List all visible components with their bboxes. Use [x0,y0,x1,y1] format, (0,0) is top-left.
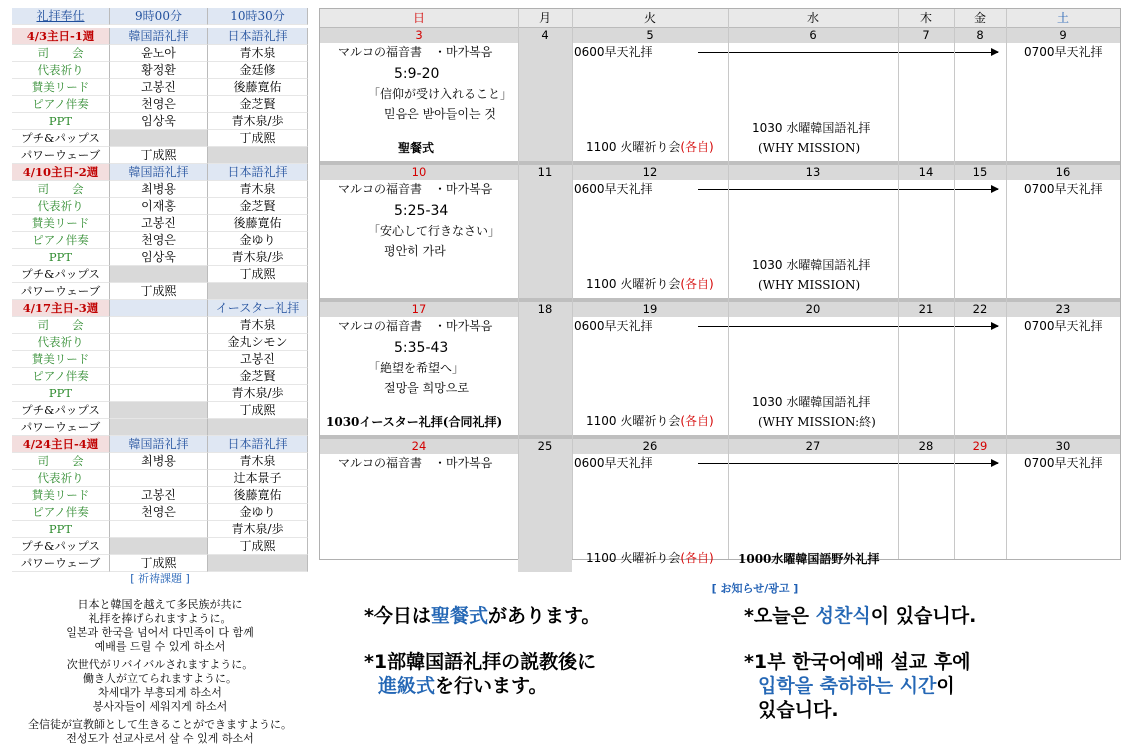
role-label: 代表祈り [12,334,110,351]
korean-service-member: 최병용 [110,181,208,198]
tuesday-prayer-label: 1100 火曜祈り会 [586,277,681,291]
role-label: 司 会 [12,453,110,470]
schedule-week-header [12,436,308,453]
date-number: 17 [411,302,427,316]
japanese-service-member: 青木泉 [208,45,308,62]
korean-service-member [110,402,208,419]
japanese-service-member: 金芝賢 [208,96,308,113]
schedule-row [12,334,308,351]
role-label: 代表祈り [12,198,110,215]
japanese-service-member: 青木泉/歩 [208,249,308,266]
schedule-row [12,79,308,96]
early-prayer-arrow [698,52,998,53]
schedule-row [12,62,308,79]
schedule-row [12,368,308,385]
monday-cell [518,454,572,572]
column-divider [728,9,729,559]
role-label: 賛美リード [12,79,110,96]
week-col2: イースター礼拝 [208,300,308,317]
date-number: 27 [805,439,821,453]
schedule-row [12,419,308,436]
tuesday-prayer-meeting [586,277,714,292]
korean-service-member [110,419,208,436]
tuesday-prayer-label: 1100 火曜祈り会 [586,414,681,428]
japanese-service-member [208,147,308,164]
role-label: プチ&パップス [12,266,110,283]
prayer-line: 차세대가 부흥되게 하소서 [98,686,222,699]
early-morning-prayer: 0600早天礼拝 [574,319,653,333]
prayer-line: 예배를 드릴 수 있게 하소서 [94,640,226,653]
korean-service-member [110,334,208,351]
schedule-row [12,96,308,113]
tuesday-prayer-label: 1100 火曜祈り会 [586,140,681,154]
japanese-service-member [208,555,308,572]
role-label: 司 会 [12,45,110,62]
korean-service-member: 고봉진 [110,215,208,232]
japanese-service-member: 金廷修 [208,62,308,79]
tuesday-prayer-note: (各自) [680,277,714,291]
role-label: ピアノ伴奏 [12,368,110,385]
wednesday-service-note: (WHY MISSION) [758,278,861,292]
weekday-header: 木 [898,9,954,28]
role-label: パワーウェーブ [12,555,110,572]
weekday-header: 火 [572,9,728,28]
korean-service-member: 천영은 [110,96,208,113]
sermon-title-jp: 「絶望を希望へ」 [368,361,465,375]
korean-service-member: 임상욱 [110,113,208,130]
wednesday-service-note: (WHY MISSION) [758,141,861,155]
schedule-row [12,521,308,538]
date-number: 14 [918,165,934,179]
date-number: 22 [972,302,988,316]
korean-service-member: 윤노아 [110,45,208,62]
week-col2: 日本語礼拝 [208,436,308,453]
japanese-service-member: 金ゆり [208,232,308,249]
schedule-row [12,351,308,368]
early-morning-prayer: 0600早天礼拝 [574,45,653,59]
schedule-row [12,215,308,232]
korean-service-member [110,130,208,147]
japanese-service-member: 丁成熙 [208,538,308,555]
week-label: 4/17主日-3週 [12,300,110,317]
schedule-row [12,249,308,266]
korean-service-member: 고봉진 [110,79,208,96]
role-label: パワーウェーブ [12,283,110,300]
korean-service-member [110,351,208,368]
date-number: 10 [411,165,427,179]
schedule-header-cell: 礼拝奉仕 [12,8,110,25]
korean-service-member: 고봉진 [110,487,208,504]
date-number: 15 [972,165,988,179]
korean-service-member [110,521,208,538]
role-label: 賛美リード [12,215,110,232]
sunday-special-event: 聖餐式 [398,141,435,155]
week-col1 [110,300,208,317]
prayer-line: 봉사자들이 세워지게 하소서 [92,700,228,713]
date-number: 28 [918,439,934,453]
saturday-morning-prayer: 0700早天礼拝 [1024,319,1103,333]
notice-jp-1: *今日は聖餐式があります。 [364,605,601,627]
weekday-header: 金 [954,9,1006,28]
role-label: 代表祈り [12,470,110,487]
japanese-service-member: 金丸シモン [208,334,308,351]
japanese-service-member: 金ゆり [208,504,308,521]
korean-service-member: 丁成熙 [110,555,208,572]
role-label: 賛美リード [12,351,110,368]
tuesday-prayer-note: (各自) [680,551,714,565]
date-number: 12 [642,165,658,179]
monday-cell [518,317,572,435]
week-col2: 日本語礼拝 [208,164,308,181]
schedule-row [12,385,308,402]
wednesday-service: 1030 水曜韓国語礼拝 [752,121,871,135]
column-divider [1006,9,1007,559]
tuesday-prayer-meeting [586,551,714,566]
sermon-title: マルコの福音書 ・마가복음 [338,182,493,196]
wednesday-service: 1030 水曜韓国語礼拝 [752,395,871,409]
prayer-line: 働き人が立てられますように。 [83,672,237,685]
date-number: 30 [1055,439,1071,453]
japanese-service-member: 金芝賢 [208,368,308,385]
schedule-row [12,283,308,300]
prayer-line: 次世代がリバイバルされますように。 [66,658,254,671]
japanese-service-member: 青木泉 [208,181,308,198]
sunday-special-event: 1030イースター礼拝(合同礼拝) [326,415,503,429]
notice-kr-2: *1부 한국어예배 설교 후에 입학을 축하하는 시간이 있습니다. [744,651,971,721]
korean-service-member: 천영은 [110,232,208,249]
column-divider [898,9,899,559]
role-label: プチ&パップス [12,538,110,555]
japanese-service-member: 丁成熙 [208,130,308,147]
korean-service-member: 황정환 [110,62,208,79]
weekday-header: 月 [518,9,572,28]
date-number: 8 [976,28,984,42]
schedule-week-header [12,164,308,181]
monday-cell [518,43,572,161]
date-number: 5 [646,28,654,42]
role-label: プチ&パップス [12,130,110,147]
sermon-verse: 5:35-43 [394,340,449,356]
korean-service-member [110,538,208,555]
schedule-header [12,8,308,25]
korean-service-member [110,266,208,283]
role-label: プチ&パップス [12,402,110,419]
role-label: ピアノ伴奏 [12,232,110,249]
tuesday-prayer-meeting [586,140,714,155]
notice-kr-1: *오늘은 성찬식이 있습니다. [744,605,977,627]
role-label: PPT [12,113,110,130]
japanese-service-member: 青木泉 [208,453,308,470]
date-number: 20 [805,302,821,316]
saturday-morning-prayer: 0700早天礼拝 [1024,45,1103,59]
prayer-line: 전성도가 선교사로서 살 수 있게 하소서 [66,732,254,745]
week-col1: 韓国語礼拝 [110,164,208,181]
schedule-row [12,453,308,470]
japanese-service-member: 後藤寛佑 [208,487,308,504]
date-number: 13 [805,165,821,179]
date-number: 3 [415,28,423,42]
schedule-header-cell: 9時00分 [110,8,208,25]
schedule-row [12,555,308,572]
schedule-row [12,538,308,555]
schedule-row [12,181,308,198]
korean-service-member [110,385,208,402]
early-prayer-arrow [698,189,998,190]
role-label: PPT [12,385,110,402]
japanese-service-member: 고봉진 [208,351,308,368]
role-label: ピアノ伴奏 [12,504,110,521]
schedule-week-header [12,300,308,317]
sermon-title-jp: 「安心して行きなさい」 [368,224,501,238]
schedule-row [12,45,308,62]
japanese-service-member [208,283,308,300]
week-col1: 韓国語礼拝 [110,436,208,453]
monday-cell [518,180,572,298]
japanese-service-member: 金芝賢 [208,198,308,215]
date-number: 18 [537,302,553,316]
role-label: 代表祈り [12,62,110,79]
date-number: 26 [642,439,658,453]
japanese-service-member: 青木泉 [208,317,308,334]
japanese-service-member: 丁成熙 [208,402,308,419]
column-divider [518,9,519,559]
sermon-title: マルコの福音書 ・마가복음 [338,319,493,333]
sermon-verse: 5:25-34 [394,203,449,219]
date-number: 11 [537,165,553,179]
weekday-header: 土 [1006,9,1120,28]
date-number: 24 [411,439,427,453]
wednesday-service: 1030 水曜韓国語礼拝 [752,258,871,272]
schedule-row [12,487,308,504]
date-number: 23 [1055,302,1071,316]
week-col1: 韓国語礼拝 [110,28,208,45]
date-number: 25 [537,439,553,453]
sermon-verse: 5:9-20 [394,66,440,82]
korean-service-member: 丁成熙 [110,283,208,300]
notice-title: [ お知らせ/광고 ] [711,582,799,595]
role-label: 司 会 [12,181,110,198]
date-number: 7 [922,28,930,42]
column-divider [572,9,573,559]
korean-service-member: 최병용 [110,453,208,470]
sermon-title-kr: 절망을 희망으로 [384,381,469,395]
early-morning-prayer: 0600早天礼拝 [574,456,653,470]
prayer-line: 日本と韓国を越えて多民族が共に [77,598,243,611]
prayer-line: 礼拝を捧げられますように。 [88,612,232,625]
schedule-row [12,402,308,419]
schedule-header-cell: 10時30分 [208,8,308,25]
date-number: 16 [1055,165,1071,179]
schedule-row [12,470,308,487]
sermon-title-jp: 「信仰が受け入れること」 [368,87,513,101]
week-label: 4/10主日-2週 [12,164,110,181]
role-label: PPT [12,249,110,266]
saturday-morning-prayer: 0700早天礼拝 [1024,456,1103,470]
prayer-line: 일본과 한국을 넘어서 다민족이 다 함께 [66,626,254,639]
schedule-row [12,504,308,521]
japanese-service-member: 後藤寛佑 [208,215,308,232]
week-label: 4/24主日-4週 [12,436,110,453]
early-prayer-arrow [698,463,998,464]
japanese-service-member: 青木泉/歩 [208,113,308,130]
date-number: 4 [541,28,549,42]
date-number: 9 [1059,28,1067,42]
schedule-week-header [12,28,308,45]
korean-service-member: 천영은 [110,504,208,521]
saturday-morning-prayer: 0700早天礼拝 [1024,182,1103,196]
japanese-service-member: 後藤寛佑 [208,79,308,96]
wednesday-outdoor-service: 1000水曜韓国語野外礼拝 [738,552,880,566]
role-label: PPT [12,521,110,538]
sermon-title: マルコの福音書 ・마가복음 [338,456,493,470]
date-number: 6 [809,28,817,42]
sermon-title-kr: 믿음은 받아들이는 것 [384,107,496,121]
date-number: 21 [918,302,934,316]
japanese-service-member: 丁成熙 [208,266,308,283]
role-label: パワーウェーブ [12,147,110,164]
early-morning-prayer: 0600早天礼拝 [574,182,653,196]
role-label: 賛美リード [12,487,110,504]
korean-service-member: 이재홍 [110,198,208,215]
early-prayer-arrow [698,326,998,327]
schedule-row [12,130,308,147]
schedule-row [12,317,308,334]
sermon-title-kr: 평안히 가라 [384,244,446,258]
role-label: ピアノ伴奏 [12,96,110,113]
monthly-calendar [319,8,1121,566]
schedule-row [12,113,308,130]
korean-service-member [110,317,208,334]
sermon-title: マルコの福音書 ・마가복음 [338,45,493,59]
schedule-row [12,147,308,164]
tuesday-prayer-note: (各自) [680,414,714,428]
weekday-header: 水 [728,9,898,28]
korean-service-member [110,368,208,385]
schedule-row [12,232,308,249]
wednesday-service-note: (WHY MISSION:終) [758,415,876,429]
date-number: 19 [642,302,658,316]
tuesday-prayer-meeting [586,414,714,429]
korean-service-member: 丁成熙 [110,147,208,164]
notice-jp-2: *1部韓国語礼拝の説教後に 進級式を行います。 [364,651,597,697]
date-number: 29 [972,439,988,453]
role-label: 司 会 [12,317,110,334]
weekday-header: 日 [320,9,518,28]
prayer-title: [ 祈祷課題 ] [130,572,190,585]
week-label: 4/3主日-1週 [12,28,110,45]
japanese-service-member [208,419,308,436]
prayer-line: 全信徒が宣教師として生きることができますように。 [28,718,292,731]
column-divider [954,9,955,559]
schedule-row [12,266,308,283]
schedule-row [12,198,308,215]
week-col2: 日本語礼拝 [208,28,308,45]
korean-service-member [110,470,208,487]
role-label: パワーウェーブ [12,419,110,436]
japanese-service-member: 青木泉/歩 [208,385,308,402]
korean-service-member: 임상욱 [110,249,208,266]
tuesday-prayer-label: 1100 火曜祈り会 [586,551,681,565]
japanese-service-member: 青木泉/歩 [208,521,308,538]
japanese-service-member: 辻本景子 [208,470,308,487]
tuesday-prayer-note: (各自) [680,140,714,154]
